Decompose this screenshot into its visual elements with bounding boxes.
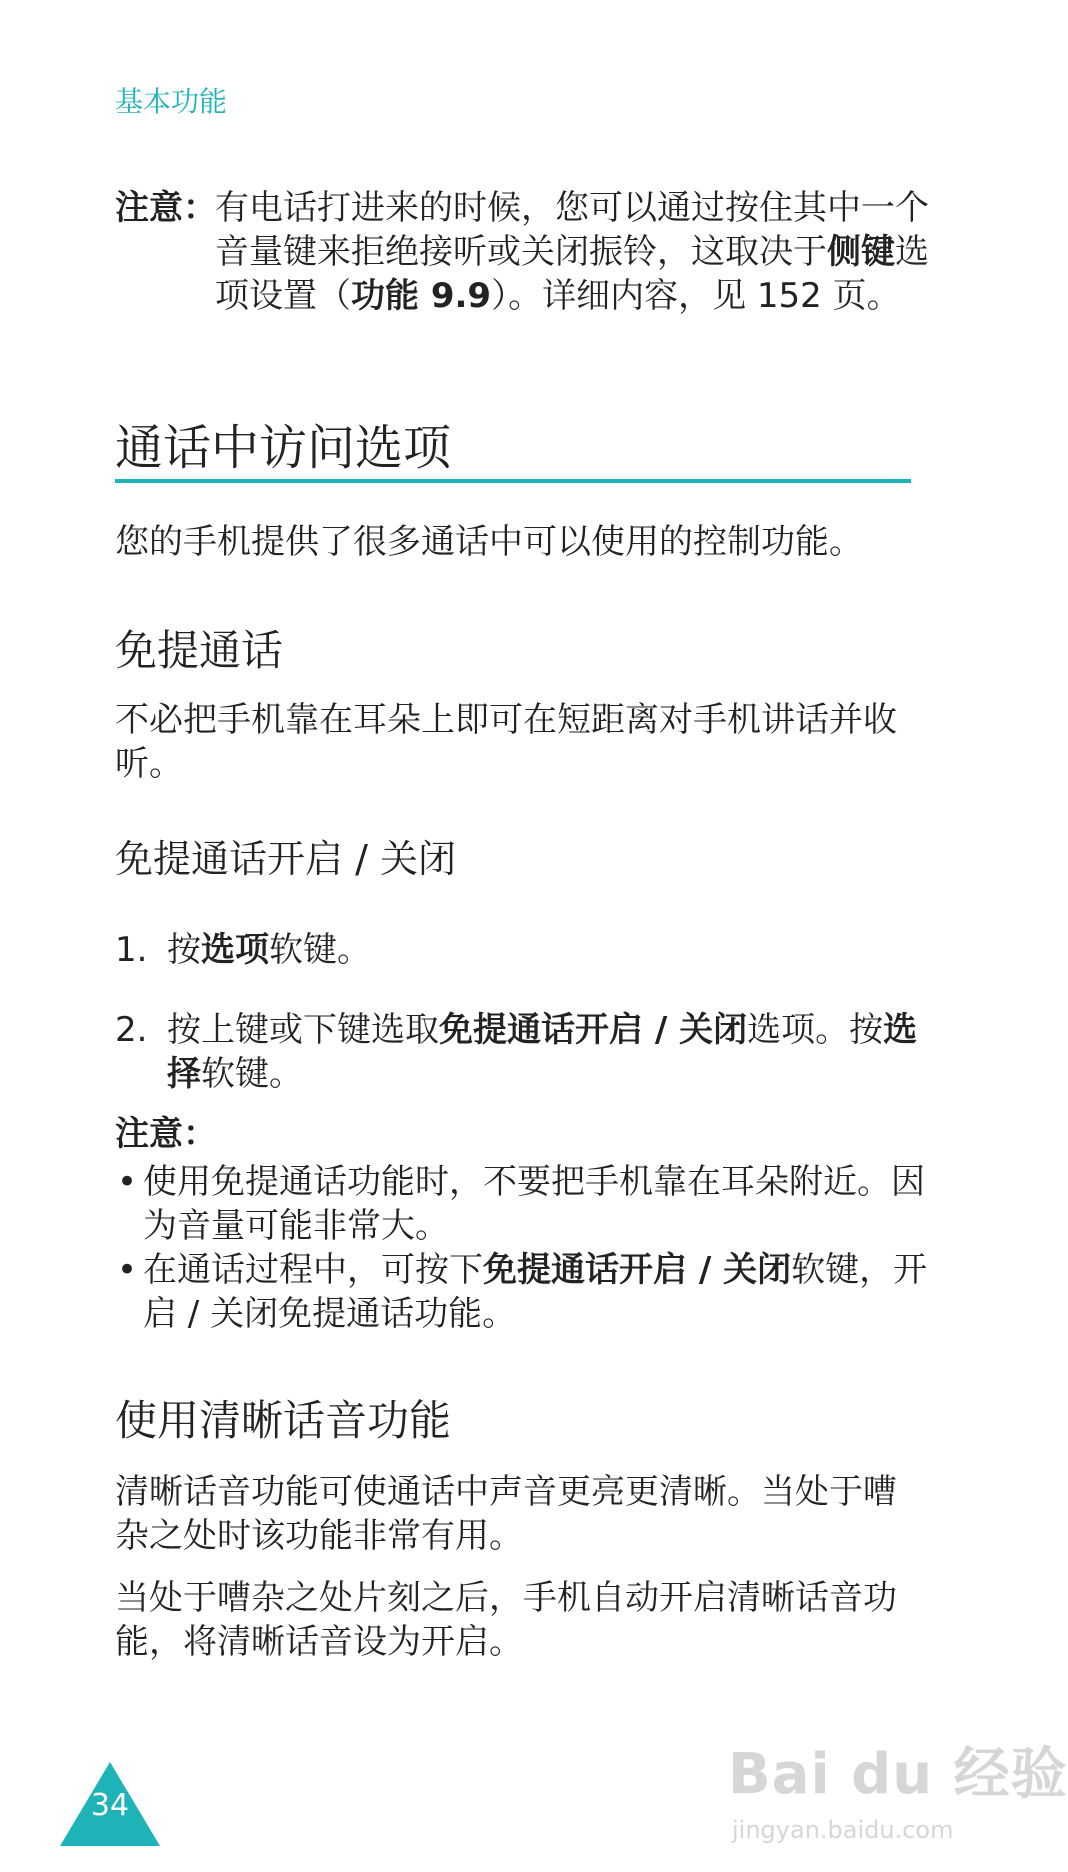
bullet-line-2: 为音量可能非常大。 [143, 1206, 449, 1246]
watermark-logo: Bai du 经验 [728, 1742, 1068, 1807]
step-text-part: 软键。 [269, 930, 371, 970]
section-intro-text: 您的手机提供了很多通话中可以使用的控制功能。 [115, 522, 863, 562]
clear-voice-p1-line-2: 杂之处时该功能非常有用。 [115, 1516, 523, 1556]
step-bold-select: 选 [883, 1010, 918, 1050]
step-text-part: 按上键或下键选取 [167, 1010, 439, 1050]
note-body [215, 186, 929, 318]
clear-voice-title: 使用清晰话音功能 [115, 1396, 452, 1445]
note-text: 音量键来拒绝接听或关闭振铃，这取决于 [215, 232, 827, 272]
handsfree-note-label: 注意： [115, 1114, 217, 1154]
step-text [167, 1008, 917, 1096]
handsfree-desc [115, 698, 915, 786]
note-label: 注意： [115, 188, 217, 228]
note-bold-side-key: 侧键 [827, 232, 895, 272]
page-number: 34 [90, 1788, 130, 1823]
section-title-underline [115, 479, 911, 483]
section-intro [115, 520, 915, 564]
bullet-line-1: 使用免提通话功能时，不要把手机靠在耳朵附近。因 [143, 1162, 925, 1202]
step-text [167, 928, 917, 972]
step-bold-handsfree: 免提通话开启 / 关闭 [439, 1010, 748, 1050]
bullet-line-2: 启 / 关闭免提通话功能。 [143, 1294, 517, 1334]
note-line-2 [215, 230, 929, 274]
handsfree-desc-line-1: 不必把手机靠在耳朵上即可在短距离对手机讲话并收 [115, 700, 897, 740]
note-text: ）。详细内容，见 152 页。 [491, 276, 901, 316]
clear-voice-p2-line-1: 当处于嘈杂之处片刻之后，手机自动开启清晰话音功 [115, 1578, 897, 1618]
bullet-bold-handsfree: 免提通话开启 / 关闭 [483, 1250, 792, 1290]
bullet-text [143, 1248, 928, 1336]
handsfree-subtitle: 免提通话开启 / 关闭 [115, 837, 456, 881]
clear-voice-p2-line-2: 能，将清晰话音设为开启。 [115, 1622, 523, 1662]
handsfree-title: 免提通话 [115, 626, 284, 675]
clear-voice-p1-line-1: 清晰话音功能可使通话中声音更亮更清晰。当处于嘈 [115, 1472, 897, 1512]
watermark [728, 1720, 1068, 1860]
section-label: 基本功能 [115, 85, 228, 118]
section-title: 通话中访问选项 [115, 420, 452, 476]
bullet-text-part: 软键，开 [791, 1250, 928, 1290]
step-number: 2. [115, 1010, 148, 1050]
note-bold-function: 功能 9.9 [351, 276, 492, 316]
clear-voice-para-2 [115, 1576, 915, 1664]
bullet-dot: • [117, 1162, 138, 1202]
handsfree-desc-line-2: 听。 [115, 744, 183, 784]
note-line-3 [215, 274, 915, 318]
note-text: 选 [895, 232, 929, 272]
watermark-url: jingyan.baidu.com [732, 1816, 954, 1844]
step-bold-select-2: 择 [167, 1054, 201, 1094]
bullet-text-part: 在通话过程中，可按下 [143, 1250, 483, 1290]
note-line-1: 有电话打进来的时候，您可以通过按住其中一个 [215, 188, 929, 228]
step-text-part: 按 [167, 930, 201, 970]
note-text: 项设置（ [215, 276, 351, 316]
step-bold-options: 选项 [201, 930, 269, 970]
step-number: 1. [115, 930, 148, 970]
bullet-text [143, 1160, 925, 1248]
clear-voice-para-1 [115, 1470, 915, 1558]
step-text-part: 软键。 [201, 1054, 303, 1094]
bullet-dot: • [117, 1250, 138, 1290]
step-text-part: 选项。按 [747, 1010, 884, 1050]
